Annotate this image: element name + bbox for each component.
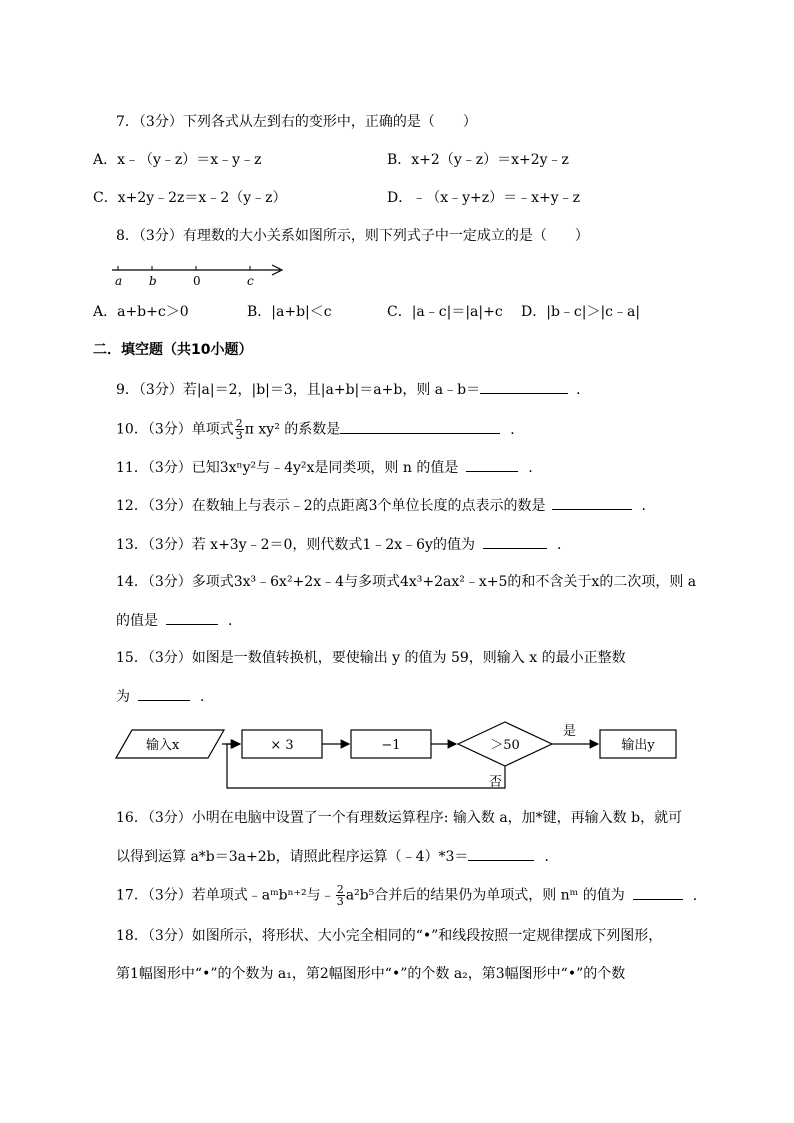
q10-frac-num: 2 (235, 417, 243, 430)
q13-period: ． (556, 537, 571, 553)
q15-period: ． (200, 689, 214, 705)
q18-line2: 第1幅图形中“•”的个数为 a₁，第2幅图形中“•”的个数 a₂，第3幅图形中“•”的个数 (116, 966, 626, 982)
q16-answer-blank[interactable] (468, 846, 534, 861)
q7-option-c: C．x+2y﹣2z＝x﹣2（y﹣z） (93, 190, 287, 206)
q10-fraction (235, 418, 244, 441)
q13-text: 13．（3分）若 x+3y﹣2＝0，则代数式1﹣2x﹣6y的值为 (116, 537, 475, 553)
q9 (116, 379, 590, 400)
q10 (116, 418, 524, 441)
q9-text: 9．（3分）若|a|＝2，|b|＝3，且|a+b|＝a+b，则 a﹣b＝ (116, 382, 481, 398)
q17-fraction (336, 884, 345, 907)
q15-line2 (116, 686, 214, 707)
q8-option-a: A．a+b+c＞0 (93, 304, 189, 320)
q8-number-line (108, 258, 293, 290)
section-heading: 二．填空题（共10小题） (93, 342, 253, 358)
q10-frac-den: 3 (235, 429, 243, 442)
q15-answer-blank[interactable] (138, 686, 190, 701)
q12-period: ． (641, 498, 656, 514)
numberline-label-zero: 0 (193, 274, 201, 288)
q7-option-b: B．x+2（y﹣z）＝x+2y﹣z (387, 152, 569, 168)
q11 (116, 457, 542, 478)
q16-period: ． (544, 849, 559, 865)
q12-answer-blank[interactable] (552, 495, 632, 510)
q16-line2 (116, 846, 558, 867)
q11-text: 11．（3分）已知3xⁿy²与﹣4y²x是同类项，则 n 的值是 (116, 460, 459, 476)
numberline-label-a: a (115, 274, 123, 288)
q17-frac-den: 3 (336, 895, 344, 908)
q14-line1: 14．（3分）多项式3x³﹣6x²+2x﹣4与多项式4x³+2ax²﹣x+5的和不含关于x的二次项，则 a (116, 574, 697, 590)
q18-line1: 18．（3分）如图所示，将形状、大小完全相同的“•”和线段按照一定规律摆成下列图形， (116, 928, 663, 944)
q13-answer-blank[interactable] (483, 534, 547, 549)
q11-answer-blank[interactable] (466, 457, 518, 472)
q9-period: ． (576, 382, 591, 398)
flow-input-label: 输入x (146, 738, 180, 753)
q15-line1: 15．（3分）如图是一数值转换机，要使输出 y 的值为 59，则输入 x 的最小正整数 (116, 650, 626, 666)
q14-period: ． (228, 613, 242, 629)
q16-text: 以得到运算 a*b＝3a+2b，请照此程序运算（﹣4）*3＝ (116, 849, 469, 865)
q15-text: 为 (116, 689, 130, 705)
numberline-label-b: b (149, 274, 157, 288)
q17-text-mid: a²b⁵合并后的结果仍为单项式，则 nᵐ 的值为 (345, 887, 625, 904)
numberline-label-c: c (247, 274, 254, 288)
q14-answer-blank[interactable] (166, 610, 218, 625)
q8-option-d: D．|b﹣c|＞|c﹣a| (521, 304, 641, 320)
q9-answer-blank[interactable] (480, 379, 568, 394)
flow-no-label: 否 (489, 775, 503, 790)
q10-text-mid: π xy² 的系数是 (244, 421, 341, 438)
q12-text: 12．（3分）在数轴上与表示﹣2的点距离3个单位长度的点表示的数是 (116, 498, 546, 514)
q10-answer-blank[interactable] (340, 419, 500, 434)
q15-flowchart (108, 714, 688, 794)
q12 (116, 495, 656, 516)
q7-stem: 7．（3分）下列各式从左到右的变形中，正确的是（ ） (116, 114, 477, 130)
q14-text: 的值是 (116, 613, 158, 629)
flow-output-label: 输出y (621, 738, 655, 753)
flow-minus-label: −1 (381, 738, 401, 753)
q17-period: ． (692, 887, 707, 904)
flow-times-label: × 3 (270, 738, 294, 753)
q16-line1: 16．（3分）小明在电脑中设置了一个有理数运算程序: 输入数 a，加*键，再输入数 b，就可 (116, 810, 683, 826)
q8-stem: 8．（3分）有理数的大小关系如图所示，则下列式子中一定成立的是（ ） (116, 228, 589, 244)
q10-text: 10．（3分）单项式 (116, 421, 234, 438)
flow-yes-label: 是 (563, 724, 577, 739)
q7-option-a: A．x﹣（y﹣z）＝x﹣y﹣z (93, 152, 262, 168)
q13 (116, 534, 571, 555)
flow-compare-label: ＞50 (490, 738, 520, 753)
q10-period: ． (510, 421, 525, 438)
q7-option-d: D．﹣（x﹣y+z）＝﹣x+y﹣z (387, 190, 581, 206)
q8-option-c: C．|a﹣c|＝|a|+c (387, 304, 503, 320)
q17-answer-blank[interactable] (633, 885, 683, 900)
q17-text: 17．（3分）若单项式﹣aᵐbⁿ⁺²与﹣ (116, 887, 335, 904)
q17 (116, 884, 707, 907)
q8-option-b: B．|a+b|＜c (247, 304, 332, 320)
q11-period: ． (528, 460, 543, 476)
q17-frac-num: 2 (336, 883, 344, 896)
q14-line2 (116, 610, 242, 631)
